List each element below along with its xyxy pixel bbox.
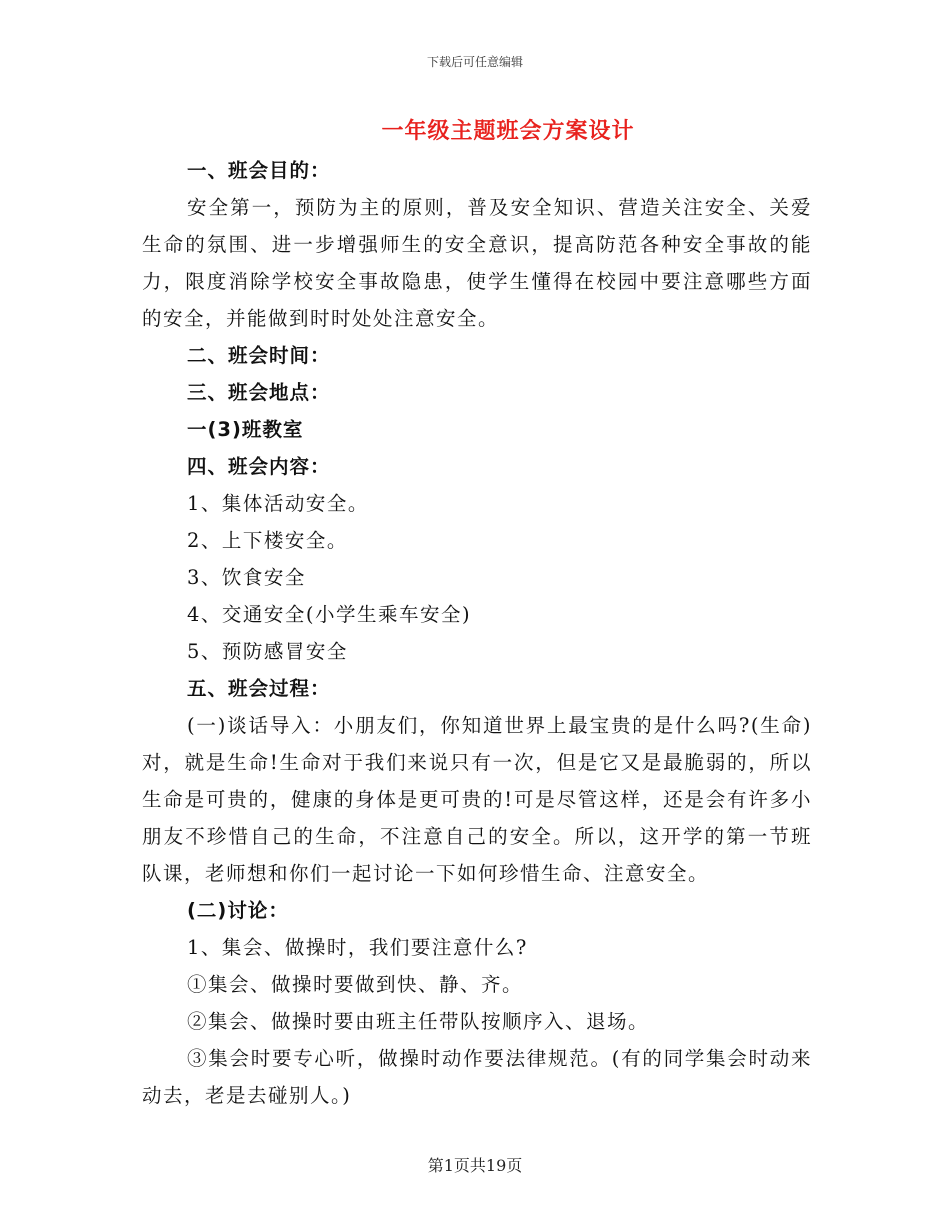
document-body [142,152,812,1114]
document-title: 一年级主题班会方案设计 [381,119,635,144]
list-item: ②集会、做操时要由班主任带队按顺序入、退场。 [187,1010,650,1033]
paragraph-purpose: 安全第一，预防为主的原则，普及安全知识、营造关注安全、关爱生命的氛围、进一步增强师生的安全意识，提高防范各种安全事故的能力，限度消除学校安全事故隐患，使学生懂得在校园中要注意哪些方面的安全，并能做到时时处处注意安全。 [142,196,812,330]
list-item: 3、饮食安全 [187,566,306,589]
list-item: 4、交通安全(小学生乘车安全) [187,603,472,626]
location-value: 一(3)班教室 [187,418,304,441]
section-heading-time: 二、班会时间： [187,344,331,367]
list-item: 2、上下楼安全。 [187,529,348,552]
section-heading-process: 五、班会过程： [187,677,331,700]
paragraph-introduction: (一)谈话导入：小朋友们，你知道世界上最宝贵的是什么吗?(生命)对，就是生命!生命对于我们来说只有一次，但是它又是最脆弱的，所以生命是可贵的，健康的身体是更可贵的!可是尽管这样，还是会有许多小朋友不珍惜自己的生命，不注意自己的安全。所以，这开学的第一节班队课，老师想和你们一起讨论一下如何珍惜生命、注意安全。 [142,714,812,885]
list-item: 1、集体活动安全。 [187,492,369,515]
section-heading-purpose: 一、班会目的： [187,159,331,182]
list-item: 5、预防感冒安全 [187,640,348,663]
header-note: 下载后可任意编辑 [426,55,523,69]
subsection-heading-discussion: (二)讨论： [187,899,289,922]
section-heading-location: 三、班会地点： [187,381,331,404]
page-number: 第1页共19页 [427,1156,523,1175]
section-heading-content: 四、班会内容： [187,455,331,478]
paragraph-assembly-rules: ③集会时要专心听，做操时动作要法律规范。(有的同学集会时动来动去，老是去碰别人。) [142,1047,812,1107]
list-item: ①集会、做操时要做到快、静、齐。 [187,973,524,996]
list-item: 1、集会、做操时，我们要注意什么? [187,936,528,959]
